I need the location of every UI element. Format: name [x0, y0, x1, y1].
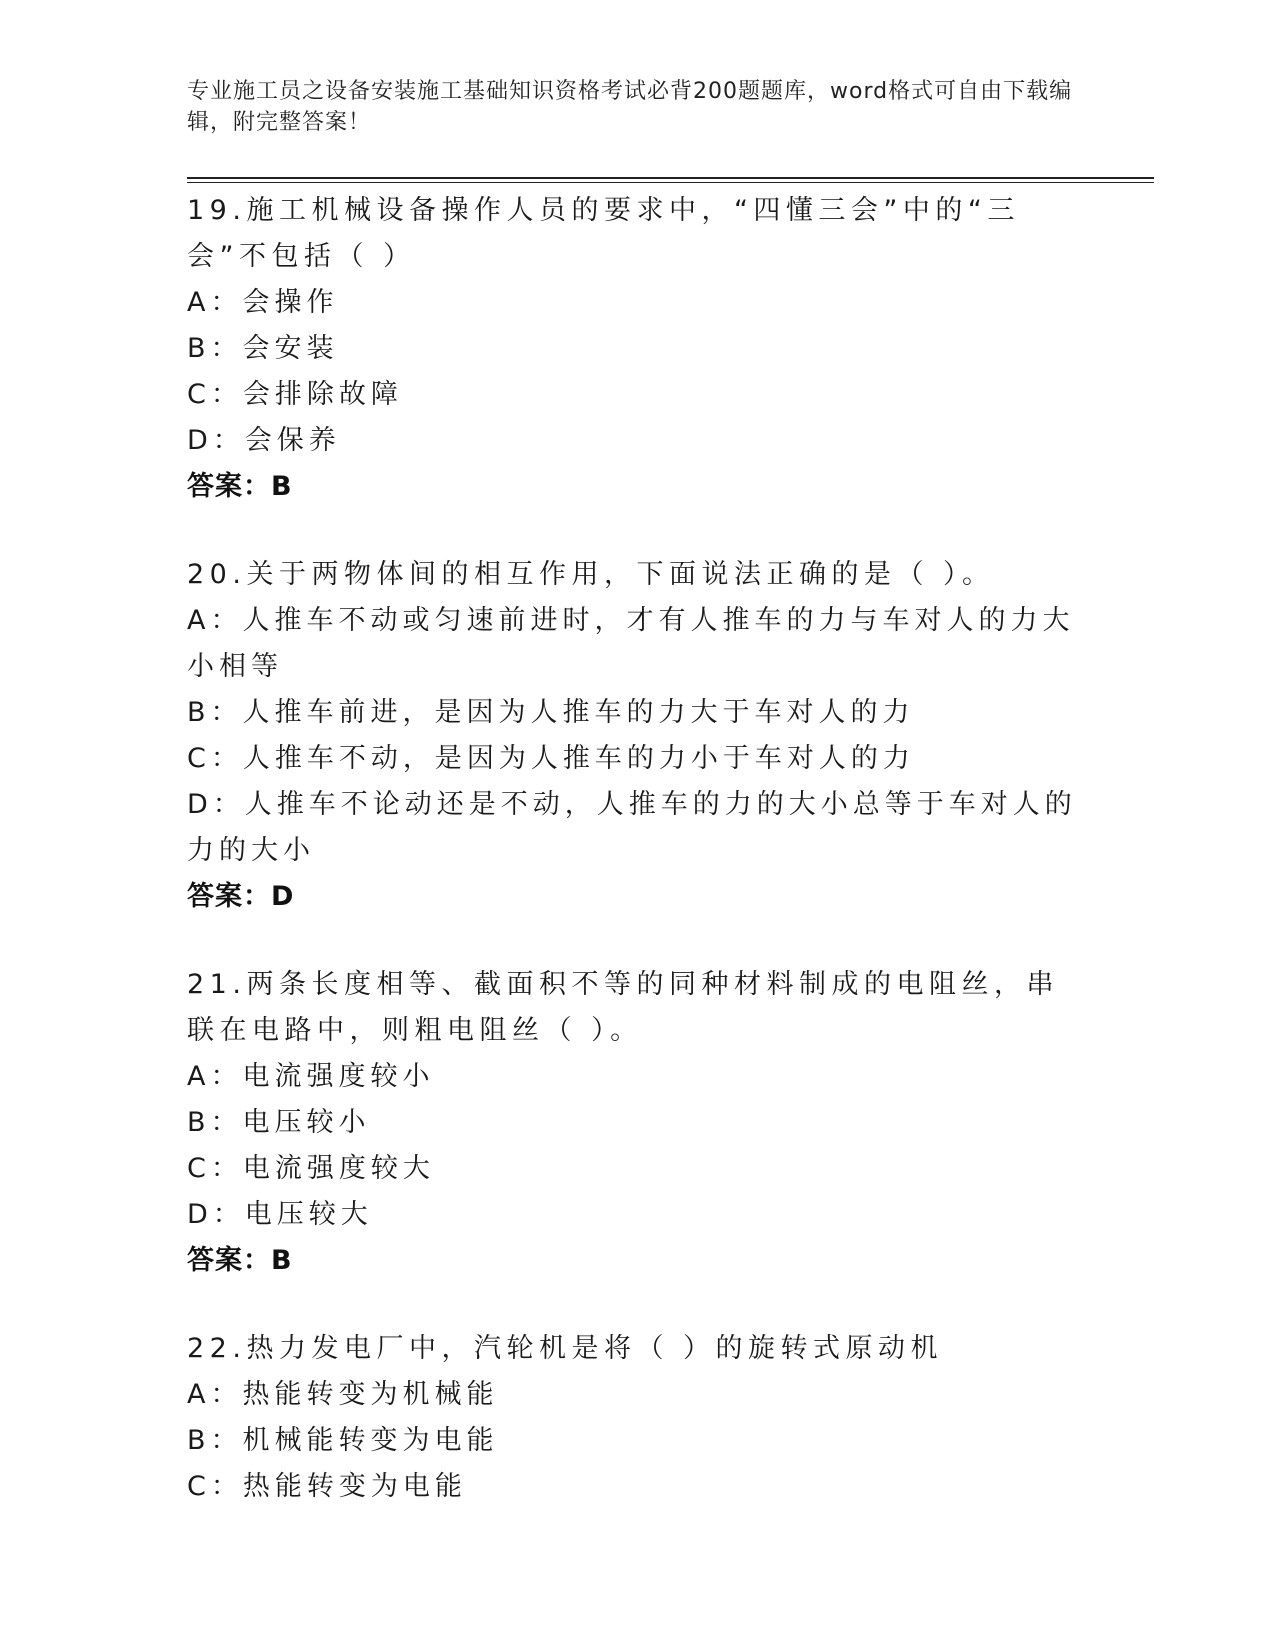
option-b: B：机械能转变为电能 [187, 1425, 499, 1456]
option-c: C：人推车不动，是因为人推车的力小于车对人的力 [187, 743, 915, 774]
question-20 [187, 552, 1087, 920]
option-c: C：会排除故障 [187, 379, 403, 410]
option-a: A：热能转变为机械能 [187, 1379, 499, 1410]
header-divider-thin [187, 182, 1154, 183]
question-stem: 22.热力发电厂中，汽轮机是将（ ）的旋转式原动机 [187, 1333, 944, 1364]
option-d: D：会保养 [187, 425, 341, 456]
question-list [187, 188, 1087, 1552]
option-c: C：电流强度较大 [187, 1153, 435, 1184]
answer-line: 答案：B [187, 1245, 293, 1276]
option-c: C：热能转变为电能 [187, 1471, 467, 1502]
question-stem: 20.关于两物体间的相互作用，下面说法正确的是（ ）。 [187, 559, 995, 590]
question-19 [187, 188, 1087, 510]
option-d: D：电压较大 [187, 1199, 373, 1230]
option-b: B：电压较小 [187, 1107, 371, 1138]
option-b: B：人推车前进，是因为人推车的力大于车对人的力 [187, 697, 915, 728]
question-22 [187, 1326, 1087, 1510]
answer-line: 答案：B [187, 471, 293, 502]
option-b: B：会安装 [187, 333, 339, 364]
option-a: A：电流强度较小 [187, 1061, 435, 1092]
answer-line: 答案：D [187, 881, 295, 912]
option-a: A：人推车不动或匀速前进时，才有人推车的力与车对人的力大小相等 [187, 605, 1075, 682]
question-stem: 19.施工机械设备操作人员的要求中，“四懂三会”中的“三会”不包括（ ） [187, 195, 1020, 272]
question-stem: 21.两条长度相等、截面积不等的同种材料制成的电阻丝，串联在电路中，则粗电阻丝（ ）。 [187, 969, 1059, 1046]
option-a: A：会操作 [187, 287, 339, 318]
document-header: 专业施工员之设备安装施工基础知识资格考试必背200题题库，word格式可自由下载编辑，附完整答案！ [187, 79, 1073, 135]
header-divider-thick [187, 177, 1154, 179]
option-d: D：人推车不论动还是不动，人推车的力的大小总等于车对人的力的大小 [187, 789, 1077, 866]
question-21 [187, 962, 1087, 1284]
